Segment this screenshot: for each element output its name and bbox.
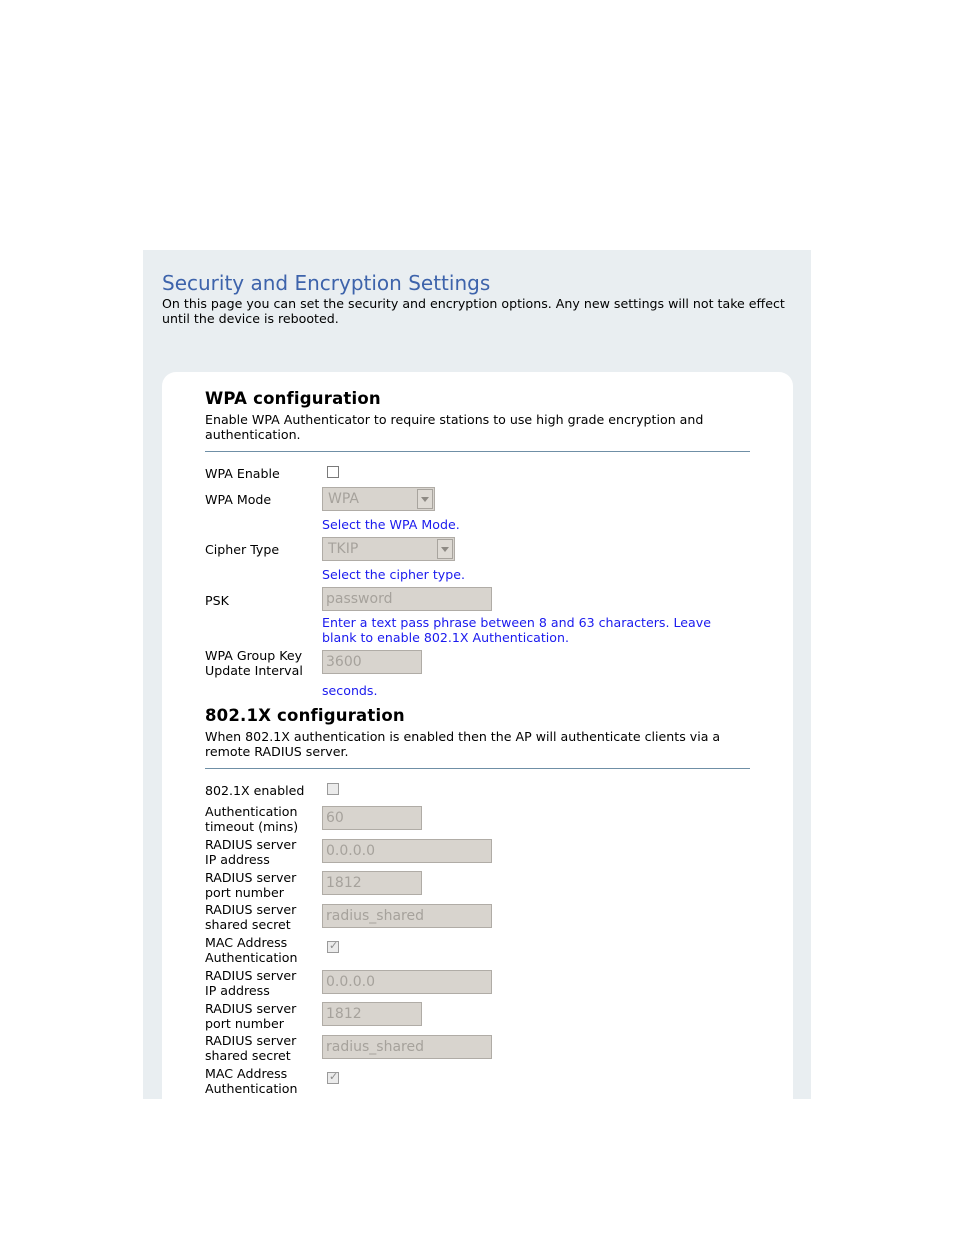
dot1x-divider [205, 768, 750, 769]
psk-label: PSK [205, 593, 229, 608]
wpa-section-title: WPA configuration [205, 389, 381, 408]
wpa-mode-select[interactable] [322, 487, 435, 511]
radius-ip-label-line1: RADIUS server [205, 837, 297, 852]
radius-port-input[interactable]: 1812 [322, 871, 422, 895]
mac-auth-checkbox[interactable] [327, 941, 339, 953]
psk-hint-line2: blank to enable 802.1X Authentication. [322, 630, 569, 645]
radius-ip-input[interactable]: 0.0.0.0 [322, 839, 492, 863]
checkmark-icon: ✓ [329, 1070, 339, 1083]
auth-timeout-input[interactable]: 60 [322, 806, 422, 830]
mac-auth-label-line2: Authentication [205, 1081, 298, 1096]
cipher-type-label: Cipher Type [205, 542, 280, 557]
chevron-down-icon [417, 489, 433, 509]
group-key-label-line1: WPA Group Key [205, 648, 303, 663]
mac-auth-checkbox[interactable] [327, 1072, 339, 1084]
radius-port-label-line1: RADIUS server [205, 870, 297, 885]
cipher-type-value: TKIP [328, 541, 359, 557]
psk-hint-line1: Enter a text pass phrase between 8 and 63 characters. Leave [322, 615, 711, 630]
auth-timeout-label-line2: timeout (mins) [205, 819, 299, 834]
mac-auth-label-line1: MAC Address [205, 935, 288, 950]
radius-port-input[interactable]: 1812 [322, 1002, 422, 1026]
dot1x-enabled-checkbox[interactable] [327, 783, 339, 795]
dot1x-enabled-label: 802.1X enabled [205, 783, 305, 798]
radius-secret-label-line2: shared secret [205, 1048, 291, 1063]
radius-secret-label-line1: RADIUS server [205, 1033, 297, 1048]
cipher-type-hint: Select the cipher type. [322, 567, 465, 582]
wpa-mode-hint: Select the WPA Mode. [322, 517, 460, 532]
chevron-down-icon [437, 539, 453, 559]
wpa-mode-label: WPA Mode [205, 492, 272, 507]
group-key-interval-input[interactable]: 3600 [322, 650, 422, 674]
dot1x-section-description: When 802.1X authentication is enabled then the AP will authenticate clients via a remote RADIUS server. [205, 729, 721, 759]
cipher-type-select[interactable] [322, 537, 455, 561]
wpa-divider [205, 451, 750, 452]
mac-auth-label-line1: MAC Address [205, 1066, 288, 1081]
wpa-enable-label: WPA Enable [205, 466, 280, 481]
checkmark-icon: ✓ [329, 939, 339, 952]
radius-ip-label-line2: IP address [205, 983, 270, 998]
radius-secret-label-line1: RADIUS server [205, 902, 297, 917]
radius-secret-input[interactable]: radius_shared [322, 1035, 492, 1059]
radius-secret-label-line2: shared secret [205, 917, 291, 932]
group-key-hint: seconds. [322, 683, 378, 698]
wpa-enable-checkbox[interactable] [327, 466, 339, 478]
page-title: Security and Encryption Settings [162, 271, 491, 295]
radius-port-label-line2: port number [205, 885, 284, 900]
page-description: On this page you can set the security and encryption options. Any new settings will not take effect until the device is rebooted. [162, 296, 785, 326]
mac-auth-label-line2: Authentication [205, 950, 298, 965]
psk-input[interactable]: password [322, 587, 492, 611]
radius-port-label-line1: RADIUS server [205, 1001, 297, 1016]
radius-ip-input[interactable]: 0.0.0.0 [322, 970, 492, 994]
wpa-section-description: Enable WPA Authenticator to require stations to use high grade encryption and authentication. [205, 412, 704, 442]
radius-ip-label-line2: IP address [205, 852, 270, 867]
dot1x-section-title: 802.1X configuration [205, 706, 405, 725]
group-key-label-line2: Update Interval [205, 663, 303, 678]
wpa-mode-value: WPA [328, 491, 359, 507]
auth-timeout-label-line1: Authentication [205, 804, 298, 819]
radius-port-label-line2: port number [205, 1016, 284, 1031]
radius-ip-label-line1: RADIUS server [205, 968, 297, 983]
radius-secret-input[interactable]: radius_shared [322, 904, 492, 928]
